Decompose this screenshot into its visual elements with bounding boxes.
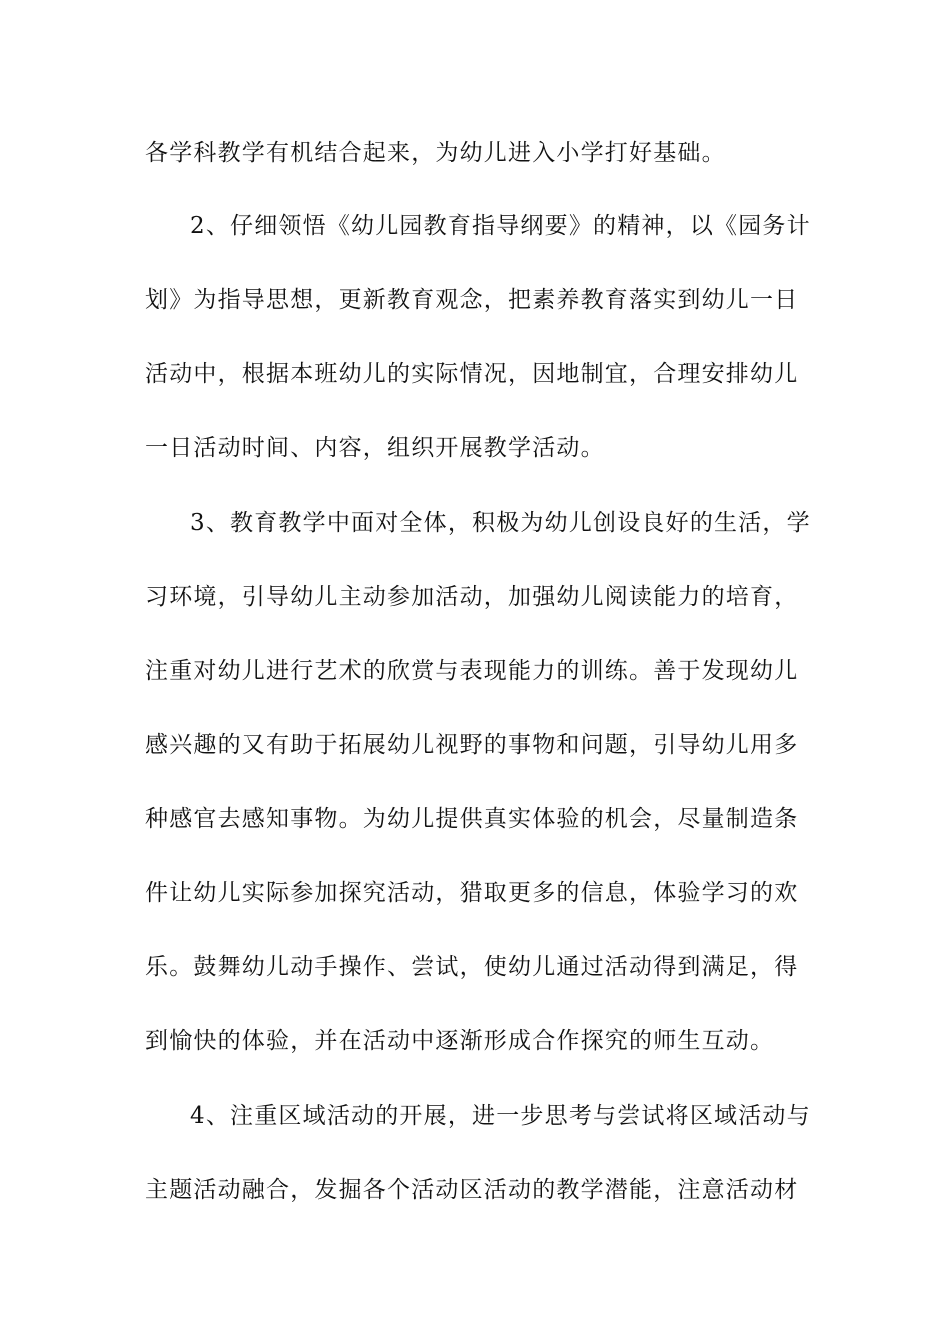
text-line: 一日活动时间、内容，组织开展教学活动。	[145, 435, 605, 461]
text-line: 件让幼儿实际参加探究活动，猎取更多的信息，体验学习的欢	[145, 880, 799, 906]
text-line: 习环境，引导幼儿主动参加活动，加强幼儿阅读能力的培育，	[145, 584, 799, 610]
text-line: 种感官去感知事物。为幼儿提供真实体验的机会，尽量制造条	[145, 806, 799, 832]
text-line: 各学科教学有机结合起来，为幼儿进入小学打好基础。	[145, 140, 726, 166]
text-line: 4、注重区域活动的开展，进一步思考与尝试将区域活动与	[190, 1103, 811, 1129]
text-line: 活动中，根据本班幼儿的实际情况，因地制宜，合理安排幼儿	[145, 361, 799, 387]
text-line: 2、仔细领悟《幼儿园教育指导纲要》的精神，以《园务计	[190, 213, 811, 239]
text-line: 3、教育教学中面对全体，积极为幼儿创设良好的生活，学	[190, 510, 811, 536]
text-line: 划》为指导思想，更新教育观念，把素养教育落实到幼儿一日	[145, 287, 799, 313]
text-line: 主题活动融合，发掘各个活动区活动的教学潜能，注意活动材	[145, 1177, 799, 1203]
text-line: 感兴趣的又有助于拓展幼儿视野的事物和问题，引导幼儿用多	[145, 732, 799, 758]
text-line: 乐。鼓舞幼儿动手操作、尝试，使幼儿通过活动得到满足，得	[145, 954, 799, 980]
text-line: 到愉快的体验，并在活动中逐渐形成合作探究的师生互动。	[145, 1028, 775, 1054]
text-line: 注重对幼儿进行艺术的欣赏与表现能力的训练。善于发现幼儿	[145, 658, 799, 684]
